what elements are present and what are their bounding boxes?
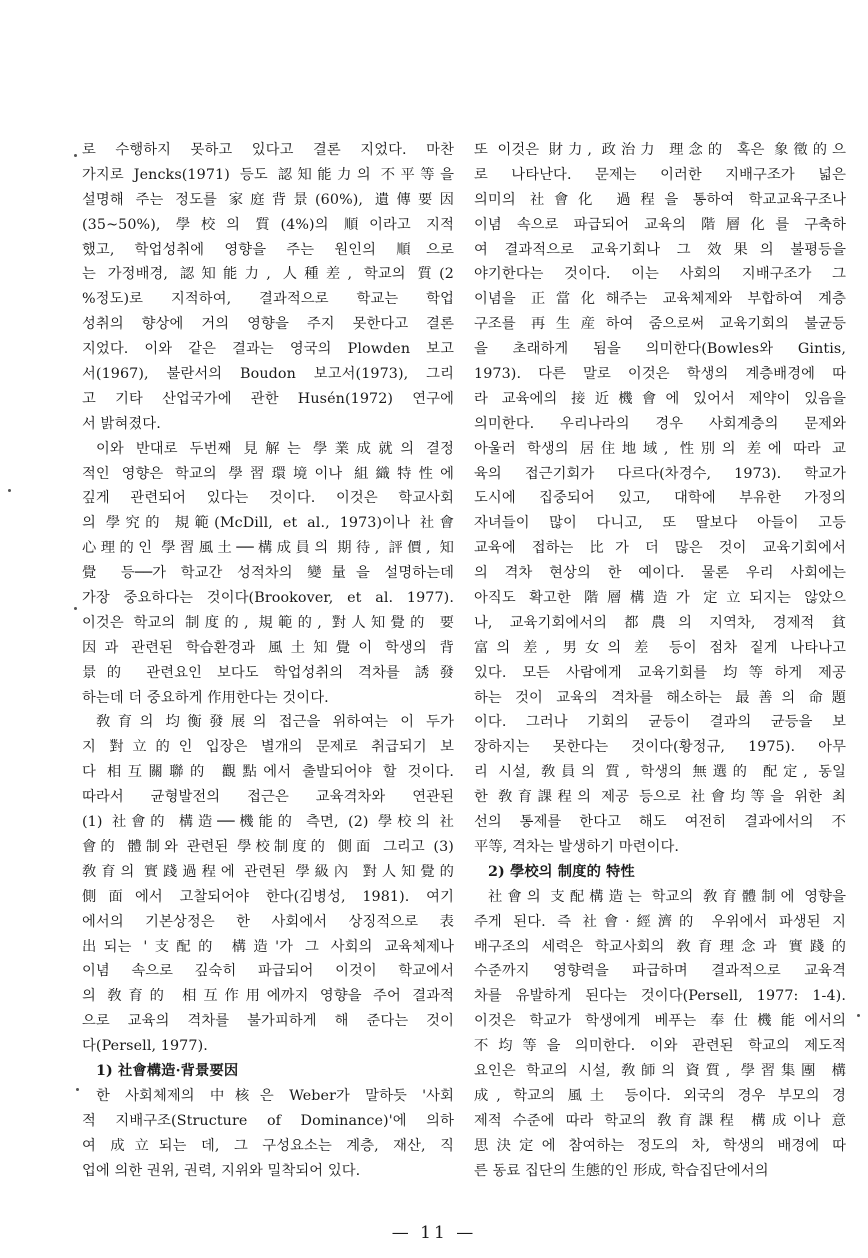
text-line: (35~50%), 學校의 質(4%)의 順이라고 지적 bbox=[82, 216, 454, 233]
text-line: 서(1967), 불란서의 Boudon 보고서(1973), 그리 bbox=[82, 366, 454, 383]
text-line: 을 초래하게 됨을 의미한다(Bowles와 Gintis, bbox=[474, 341, 846, 358]
text-line: 는 가정배경, 認知能力, 人種差, 학교의 質(2 bbox=[82, 266, 454, 283]
text-line: 이념을 正當化해주는 교육체제와 부합하여 계층 bbox=[474, 291, 846, 308]
text-line: 차를 유발하게 된다는 것이다(Persell, 1977: 1-4). bbox=[474, 988, 846, 1005]
section-heading: 1) 社會構造·背景要因 bbox=[96, 1062, 239, 1079]
text-line: 한 敎育課程의 제공 등으로 社會均等을 위한 최 bbox=[474, 789, 846, 806]
text-line: 의 學究的 規範(McDill, et al., 1973)이나 社會 bbox=[82, 515, 454, 532]
text-line: 가장 중요하다는 것이다(Brookover, et al. 1977). bbox=[82, 590, 454, 607]
text-line: 따라서 균형발전의 접근은 교육격차와 연관된 bbox=[82, 789, 454, 806]
text-line: 아울러 학생의 居住地域, 性別의 差에 따라 교 bbox=[474, 440, 846, 457]
text-line: 이것은 학교의 制度的, 規範的, 對人知覺的 要 bbox=[82, 614, 454, 631]
text-line: 자녀들이 많이 다니고, 또 딸보다 아들이 고등 bbox=[474, 515, 846, 532]
text-line: 이념 속으로 깊숙히 파급되어 이것이 학교에서 bbox=[82, 963, 454, 980]
text-line: 아직도 확고한 階層構造가 定立되지는 않았으 bbox=[474, 590, 846, 607]
text-line: (1) 社會的 構造──機能的 측면, (2) 學校의 社 bbox=[82, 814, 454, 831]
text-line: 이념 속으로 파급되어 교육의 階層化를 구축하 bbox=[474, 216, 846, 233]
text-line: 로 수행하지 못하고 있다고 결론 지었다. 마찬 bbox=[82, 142, 454, 158]
text-line: 설명해 주는 정도를 家庭背景(60%), 遺傳要因 bbox=[82, 191, 454, 208]
text-line: 주게 된다. 즉 社會·經濟的 우위에서 파생된 지 bbox=[474, 913, 846, 930]
text-line: 의 격차 현상의 한 예이다. 물론 우리 사회에는 bbox=[474, 565, 846, 582]
text-line: 이와 반대로 두번째 見解는 學業成就의 결정 bbox=[96, 440, 454, 457]
text-line: 에서의 기본상정은 한 사회에서 상징적으로 表 bbox=[82, 913, 454, 930]
text-line: 社會의 支配構造는 학교의 敎育體制에 영향을 bbox=[488, 888, 846, 905]
text-line: 업에 의한 권위, 권력, 지위와 밀착되어 있다. bbox=[82, 1162, 361, 1179]
text-line: 1973). 다른 말로 이것은 학생의 계층배경에 따 bbox=[474, 366, 846, 383]
text-line: 平等, 격차는 발생하기 마련이다. bbox=[474, 838, 680, 855]
text-line: 富의 差, 男女의 差 등이 점차 짙게 나타나고 bbox=[474, 639, 846, 656]
text-line: 성취의 향상에 거의 영향을 주지 못한다고 결론 bbox=[82, 316, 454, 333]
scan-speck bbox=[74, 607, 77, 610]
text-line: 의미한다. 우리나라의 경우 사회계층의 문제와 bbox=[474, 415, 846, 432]
text-line: 른 동료 집단의 生態的인 形成, 학습집단에서의 bbox=[474, 1162, 769, 1179]
text-line: %정도)로 지적하여, 결과적으로 학교는 학업 bbox=[82, 291, 454, 308]
text-line: 不均等을 의미한다. 이와 관련된 학교의 제도적 bbox=[474, 1038, 846, 1055]
text-line: 出되는 '支配的 構造'가 그 사회의 교육체제나 bbox=[82, 938, 454, 955]
scan-speck bbox=[8, 489, 11, 492]
text-line: 지었다. 이와 같은 결과는 영국의 Plowden 보고 bbox=[82, 341, 454, 358]
text-line: 로 나타난다. 문제는 이러한 지배구조가 넓은 bbox=[474, 166, 846, 183]
text-line: 교육에 접하는 比가 더 많은 것이 교육기회에서 bbox=[474, 540, 846, 557]
text-line: 景的 관련요인 보다도 학업성취의 격차를 誘發 bbox=[82, 664, 454, 681]
text-line: 선의 통제를 한다고 해도 여전히 결과에서의 不 bbox=[474, 814, 846, 831]
text-line: 思決定에 참여하는 정도의 차, 학생의 배경에 따 bbox=[474, 1137, 846, 1154]
section-heading: 2) 學校의 制度的 特性 bbox=[488, 863, 635, 880]
text-line: 心理的인 學習風土──構成員의 期待, 評價, 知 bbox=[82, 540, 454, 557]
text-line: 배구조의 세력은 학교사회의 敎育理念과 實踐的 bbox=[474, 938, 846, 955]
text-line: 이것은 학교가 학생에게 베푸는 奉仕機能에서의 bbox=[474, 1013, 846, 1030]
scan-speck bbox=[74, 154, 77, 157]
text-line: 제적 수준에 따라 학교의 敎育課程 構成이나 意 bbox=[474, 1112, 846, 1129]
text-line: 으로 교육의 격차를 불가피하게 해 준다는 것이 bbox=[82, 1013, 454, 1030]
text-line: 고 기타 산업국가에 관한 Husén(1972) 연구에 bbox=[82, 390, 454, 407]
page-number: — 11 — bbox=[391, 1223, 477, 1243]
scan-speck bbox=[76, 1088, 79, 1091]
text-line: 여 결과적으로 교육기회나 그 效果의 불평등을 bbox=[474, 241, 846, 258]
scan-speck bbox=[857, 1014, 860, 1017]
text-line: 야기한다는 것이다. 이는 사회의 지배구조가 그 bbox=[474, 266, 846, 283]
text-line: 육의 접근기회가 다르다(차경수, 1973). 학교가 bbox=[474, 465, 846, 482]
text-line: 因과 관련된 학습환경과 風土知覺이 학생의 背 bbox=[82, 639, 454, 656]
text-line: 의 敎育的 相互作用에까지 영향을 주어 결과적 bbox=[82, 988, 454, 1005]
text-line: 적 지배구조(Structure of Dominance)'에 의하 bbox=[82, 1112, 454, 1129]
text-line: 깊게 관련되어 있다는 것이다. 이것은 학교사회 bbox=[82, 490, 454, 507]
text-line: 적인 영향은 학교의 學習環境이나 組織特性에 bbox=[82, 465, 454, 482]
text-line: 覺 등──가 학교간 성적차의 變量을 설명하는데 bbox=[82, 565, 454, 582]
text-line: 敎育의 實踐過程에 관련된 學級內 對人知覺的 bbox=[82, 863, 454, 880]
text-line: 있다. 모든 사람에게 교육기회를 均等하게 제공 bbox=[474, 664, 846, 681]
text-line: 구조를 再生産하여 줌으로써 교육기회의 불균등 bbox=[474, 316, 846, 333]
text-line: 다 相互關聯的 觀點에서 출발되어야 할 것이다. bbox=[82, 764, 454, 781]
text-line: 하는 것이 교육의 격차를 해소하는 最善의 命題 bbox=[474, 689, 846, 706]
left-column bbox=[82, 138, 454, 1183]
text-line: 會的 體制와 관련된 學校制度的 側面 그리고 (3) bbox=[82, 838, 454, 855]
text-line: 나, 교육기회에서의 都農의 지역차, 경제적 貧 bbox=[474, 614, 846, 631]
text-line: 의미의 社會化 過程을 통하여 학교교육구조나 bbox=[474, 191, 846, 208]
text-line: 側面에서 고찰되어야 한다(김병성, 1981). 여기 bbox=[82, 888, 454, 905]
text-line: 수준까지 영향력을 파급하며 결과적으로 교육격 bbox=[474, 963, 846, 980]
text-line: 가지로 Jencks(1971) 등도 認知能力의 不平等을 bbox=[82, 166, 454, 183]
text-line: 여 成立되는 데, 그 구성요소는 계층, 재산, 직 bbox=[82, 1137, 454, 1154]
text-line: 成, 학교의 風土 등이다. 외국의 경우 부모의 경 bbox=[474, 1087, 846, 1104]
text-line: 한 사회체제의 中核은 Weber가 말하듯 '사회 bbox=[96, 1087, 454, 1104]
text-line: 하는데 더 중요하게 作用한다는 것이다. bbox=[82, 689, 329, 706]
text-line: 했고, 학업성취에 영향을 주는 원인의 順으로 bbox=[82, 241, 454, 258]
text-line: 서 밝혀졌다. bbox=[82, 415, 161, 432]
text-line: 도시에 집중되어 있고, 대학에 부유한 가정의 bbox=[474, 490, 846, 507]
text-line: 敎育의 均衡發展의 접근을 위하여는 이 두가 bbox=[96, 714, 454, 731]
text-line: 라 교육에의 接近機會에 있어서 제약이 있음을 bbox=[474, 390, 846, 407]
text-line: 지 對立的인 입장은 별개의 문제로 취급되기 보 bbox=[82, 739, 454, 756]
text-line: 장하지는 못한다는 것이다(황정규, 1975). 아무 bbox=[474, 739, 846, 756]
text-line: 다(Persell, 1977). bbox=[82, 1038, 208, 1055]
text-line: 이다. 그러나 기회의 균등이 결과의 균등을 보 bbox=[474, 714, 846, 731]
text-line: 요인은 학교의 시설, 敎師의 資質, 學習集團 構 bbox=[474, 1062, 846, 1079]
text-line: 리 시설, 敎員의 質, 학생의 無選的 配定, 동일 bbox=[474, 764, 846, 781]
right-column bbox=[474, 138, 846, 1183]
text-line: 또 이것은 財力, 政治力 理念的 혹은 象徵的으 bbox=[474, 142, 846, 158]
